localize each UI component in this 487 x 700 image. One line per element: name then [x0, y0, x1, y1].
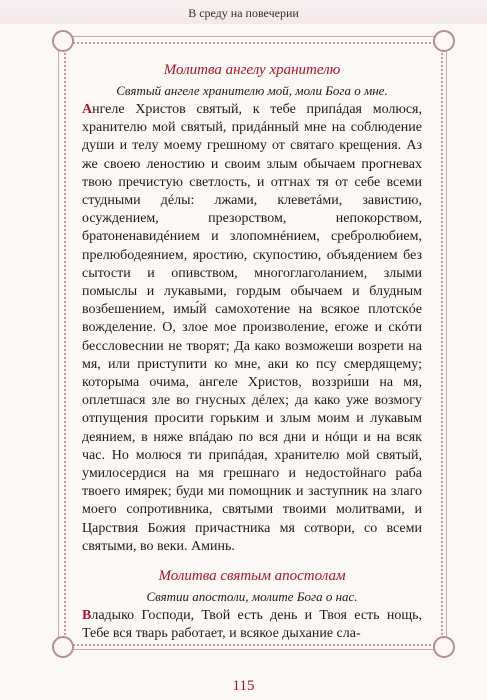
prayer-body: [82, 101, 422, 556]
frame-corner-ornament: [52, 30, 74, 52]
page-number: 115: [232, 678, 255, 694]
frame-corner-ornament: [433, 30, 455, 52]
prayer-title: Молитва святым апостолам: [158, 568, 346, 585]
prayer-text: нгеле Христов святый, к тебе припáдая молюся, хранителю мой святый, придáнный мне на соблюдение души и телу моему грешному от святаго крещения. Аз же своею леностию и своим злым обычаем прогневах твою пречистую светлость, и отгнах тя от себе всеми студными дéлы: лжами, клеветáми, завистию, осуждением, презорством, непокорством, братоненавидéнием и злопомнéнием, сребролюбием, прелюбодеянием, яростию, скупостию, объядением без сытости и опивством, многоглаголанием, злыми помыслы и лукавыми, гордым обычаем и блудным возбешением, имы́й самохотение на всякое плотскóе вожделение. О, злое мое произволение, егоже и скóти бессловеснии не творят; Да како возможеши возрети на мя, или приступити ко мне, аки ко псу смердящему; которыма очима, ангеле Христов, воззри́ши на мя, оплетшася зле во гнусных дéлех; да како уже возмогу отпущения просити горьким и злым моим и лукавым деянием, в няже впáдаю по вся дни и нóщи и на всяк час. Но молюся ти припáдая, хранителю мой святый, умилосердися на мя грешнаго и недостойнаго раба твоего имярек; буди ми помощник и заступник на злаго моего сопротивника, святыми твоими молитвами, и Царствия Божия причастника мя сотвори, со всеми святыми, во веки. Аминь.: [82, 102, 422, 554]
initial-letter: А: [82, 102, 93, 117]
prayer-subtitle: Святии апостоли, молите Бога о нас.: [146, 589, 358, 605]
prayer-subtitle: Святый ангеле хранителю мой, моли Бога о мне.: [116, 83, 388, 98]
prayer-title: Молитва ангелу хранителю: [163, 62, 341, 78]
frame-corner-ornament: [433, 636, 455, 658]
prayer-body: [82, 607, 422, 643]
prayer-text: ладыко Господи, Твой есть день и Твоя есть нощь, Тебе вся тварь работает, и всякое дыхание сла-: [82, 608, 422, 642]
running-head: В среду на повечерии: [188, 6, 299, 20]
initial-letter: В: [82, 608, 92, 624]
frame-corner-ornament: [52, 636, 74, 658]
page-content: [82, 60, 422, 643]
